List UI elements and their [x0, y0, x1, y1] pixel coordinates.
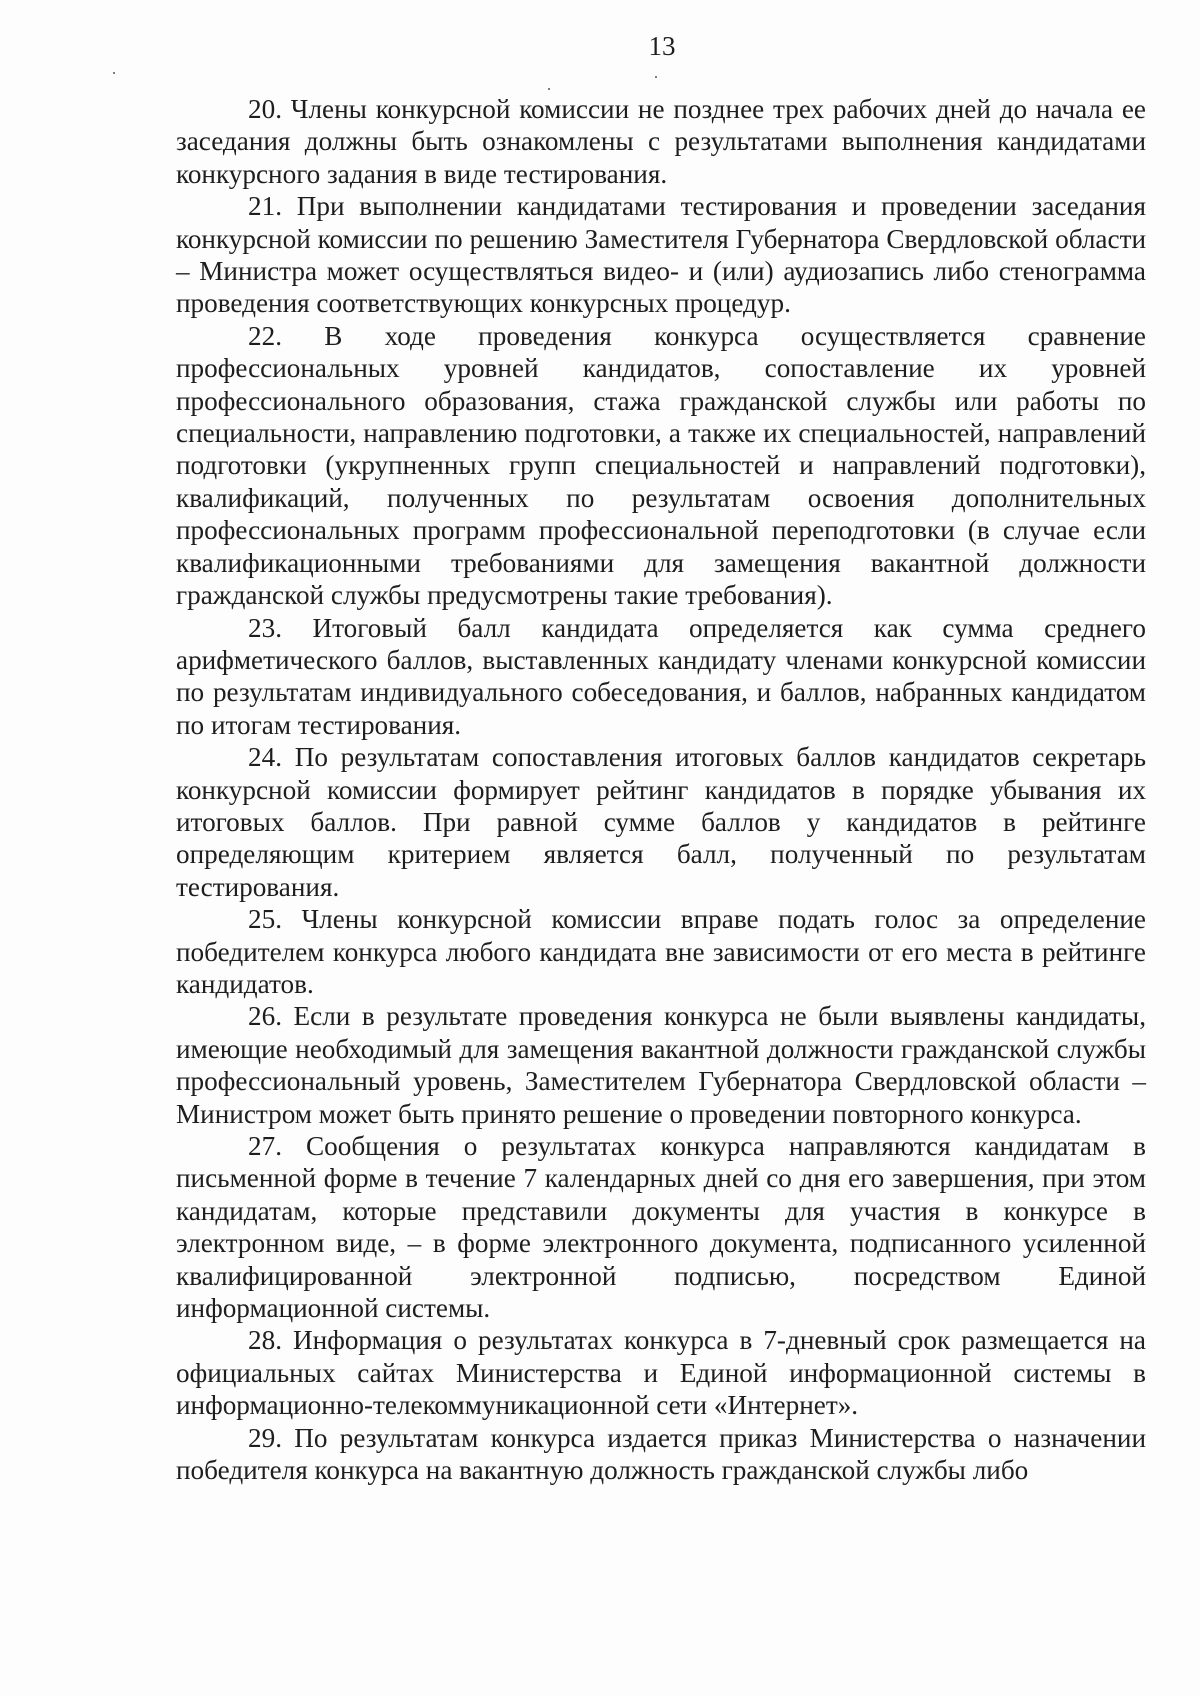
- paragraph-20: 20. Члены конкурсной комиссии не позднее трех рабочих дней до начала ее заседания должны быть ознакомлены с результатами выполнения кандидатами конкурсного задания в виде тестирования.: [176, 94, 1146, 189]
- paragraph-28: 28. Информация о результатах конкурса в 7-дневный срок размещается на официальных сайтах Министерства и Единой информационной системы в информационно-телекоммуникационной сети «Интернет».: [176, 1325, 1146, 1421]
- scan-speck: [113, 72, 115, 74]
- scan-speck: [655, 76, 657, 78]
- paragraph-22: 22. В ходе проведения конкурса осуществляется сравнение профессиональных уровней кандидатов, сопоставление их уровней профессионального образования, стажа гражданской службы или работы по специальности, направлению подготовки, а также их специальностей, направлений подготовки (укрупненных групп специальностей и направлений подготовки), квалификаций, полученных по результатам освоения дополнительных профессиональных программ профессиональной переподготовки (в случае если квалификационными требованиями для замещения вакантной должности гражданской службы предусмотрены такие требования).: [176, 320, 1146, 611]
- paragraph-27: 27. Сообщения о результатах конкурса направляются кандидатам в письменной форме в течение 7 календарных дней со дня его завершения, при этом кандидатам, которые представили документы для участия в конкурсе в электронном виде, – в форме электронного документа, подписанного усиленной квалифицированной электронной подписью, посредством Единой информационной системы.: [176, 1131, 1146, 1324]
- paragraph-23: 23. Итоговый балл кандидата определяется как сумма среднего арифметического баллов, выставленных кандидату членами конкурсной комиссии по результатам индивидуального собеседования, и баллов, набранных кандидатом по итогам тестирования.: [176, 612, 1146, 740]
- paragraph-25: 25. Члены конкурсной комиссии вправе подать голос за определение победителем конкурса любого кандидата вне зависимости от его места в рейтинге кандидатов.: [176, 904, 1146, 999]
- paragraph-29: 29. По результатам конкурса издается приказ Министерства о назначении победителя конкурса на вакантную должность гражданской службы либо: [176, 1422, 1146, 1486]
- paragraph-24: 24. По результатам сопоставления итоговых баллов кандидатов секретарь конкурсной комиссии формирует рейтинг кандидатов в порядке убывания их итоговых баллов. При равной сумме баллов у кандидатов в рейтинге определяющим критерием является балл, полученный по результатам тестирования.: [176, 742, 1146, 902]
- scan-speck: [548, 88, 550, 90]
- document-body: [176, 93, 1146, 1486]
- paragraph-21: 21. При выполнении кандидатами тестирования и проведении заседания конкурсной комиссии по решению Заместителя Губернатора Свердловской области – Министра может осуществляться видео- и (или) аудиозапись либо стенограмма проведения соответствующих конкурсных процедур.: [176, 191, 1146, 319]
- page-number: 13: [648, 31, 676, 61]
- paragraph-26: 26. Если в результате проведения конкурса не были выявлены кандидаты, имеющие необходимый для замещения вакантной должности гражданской службы профессиональный уровень, Заместителем Губернатора Свердловской области – Министром может быть принято решение о проведении повторного конкурса.: [176, 1001, 1146, 1129]
